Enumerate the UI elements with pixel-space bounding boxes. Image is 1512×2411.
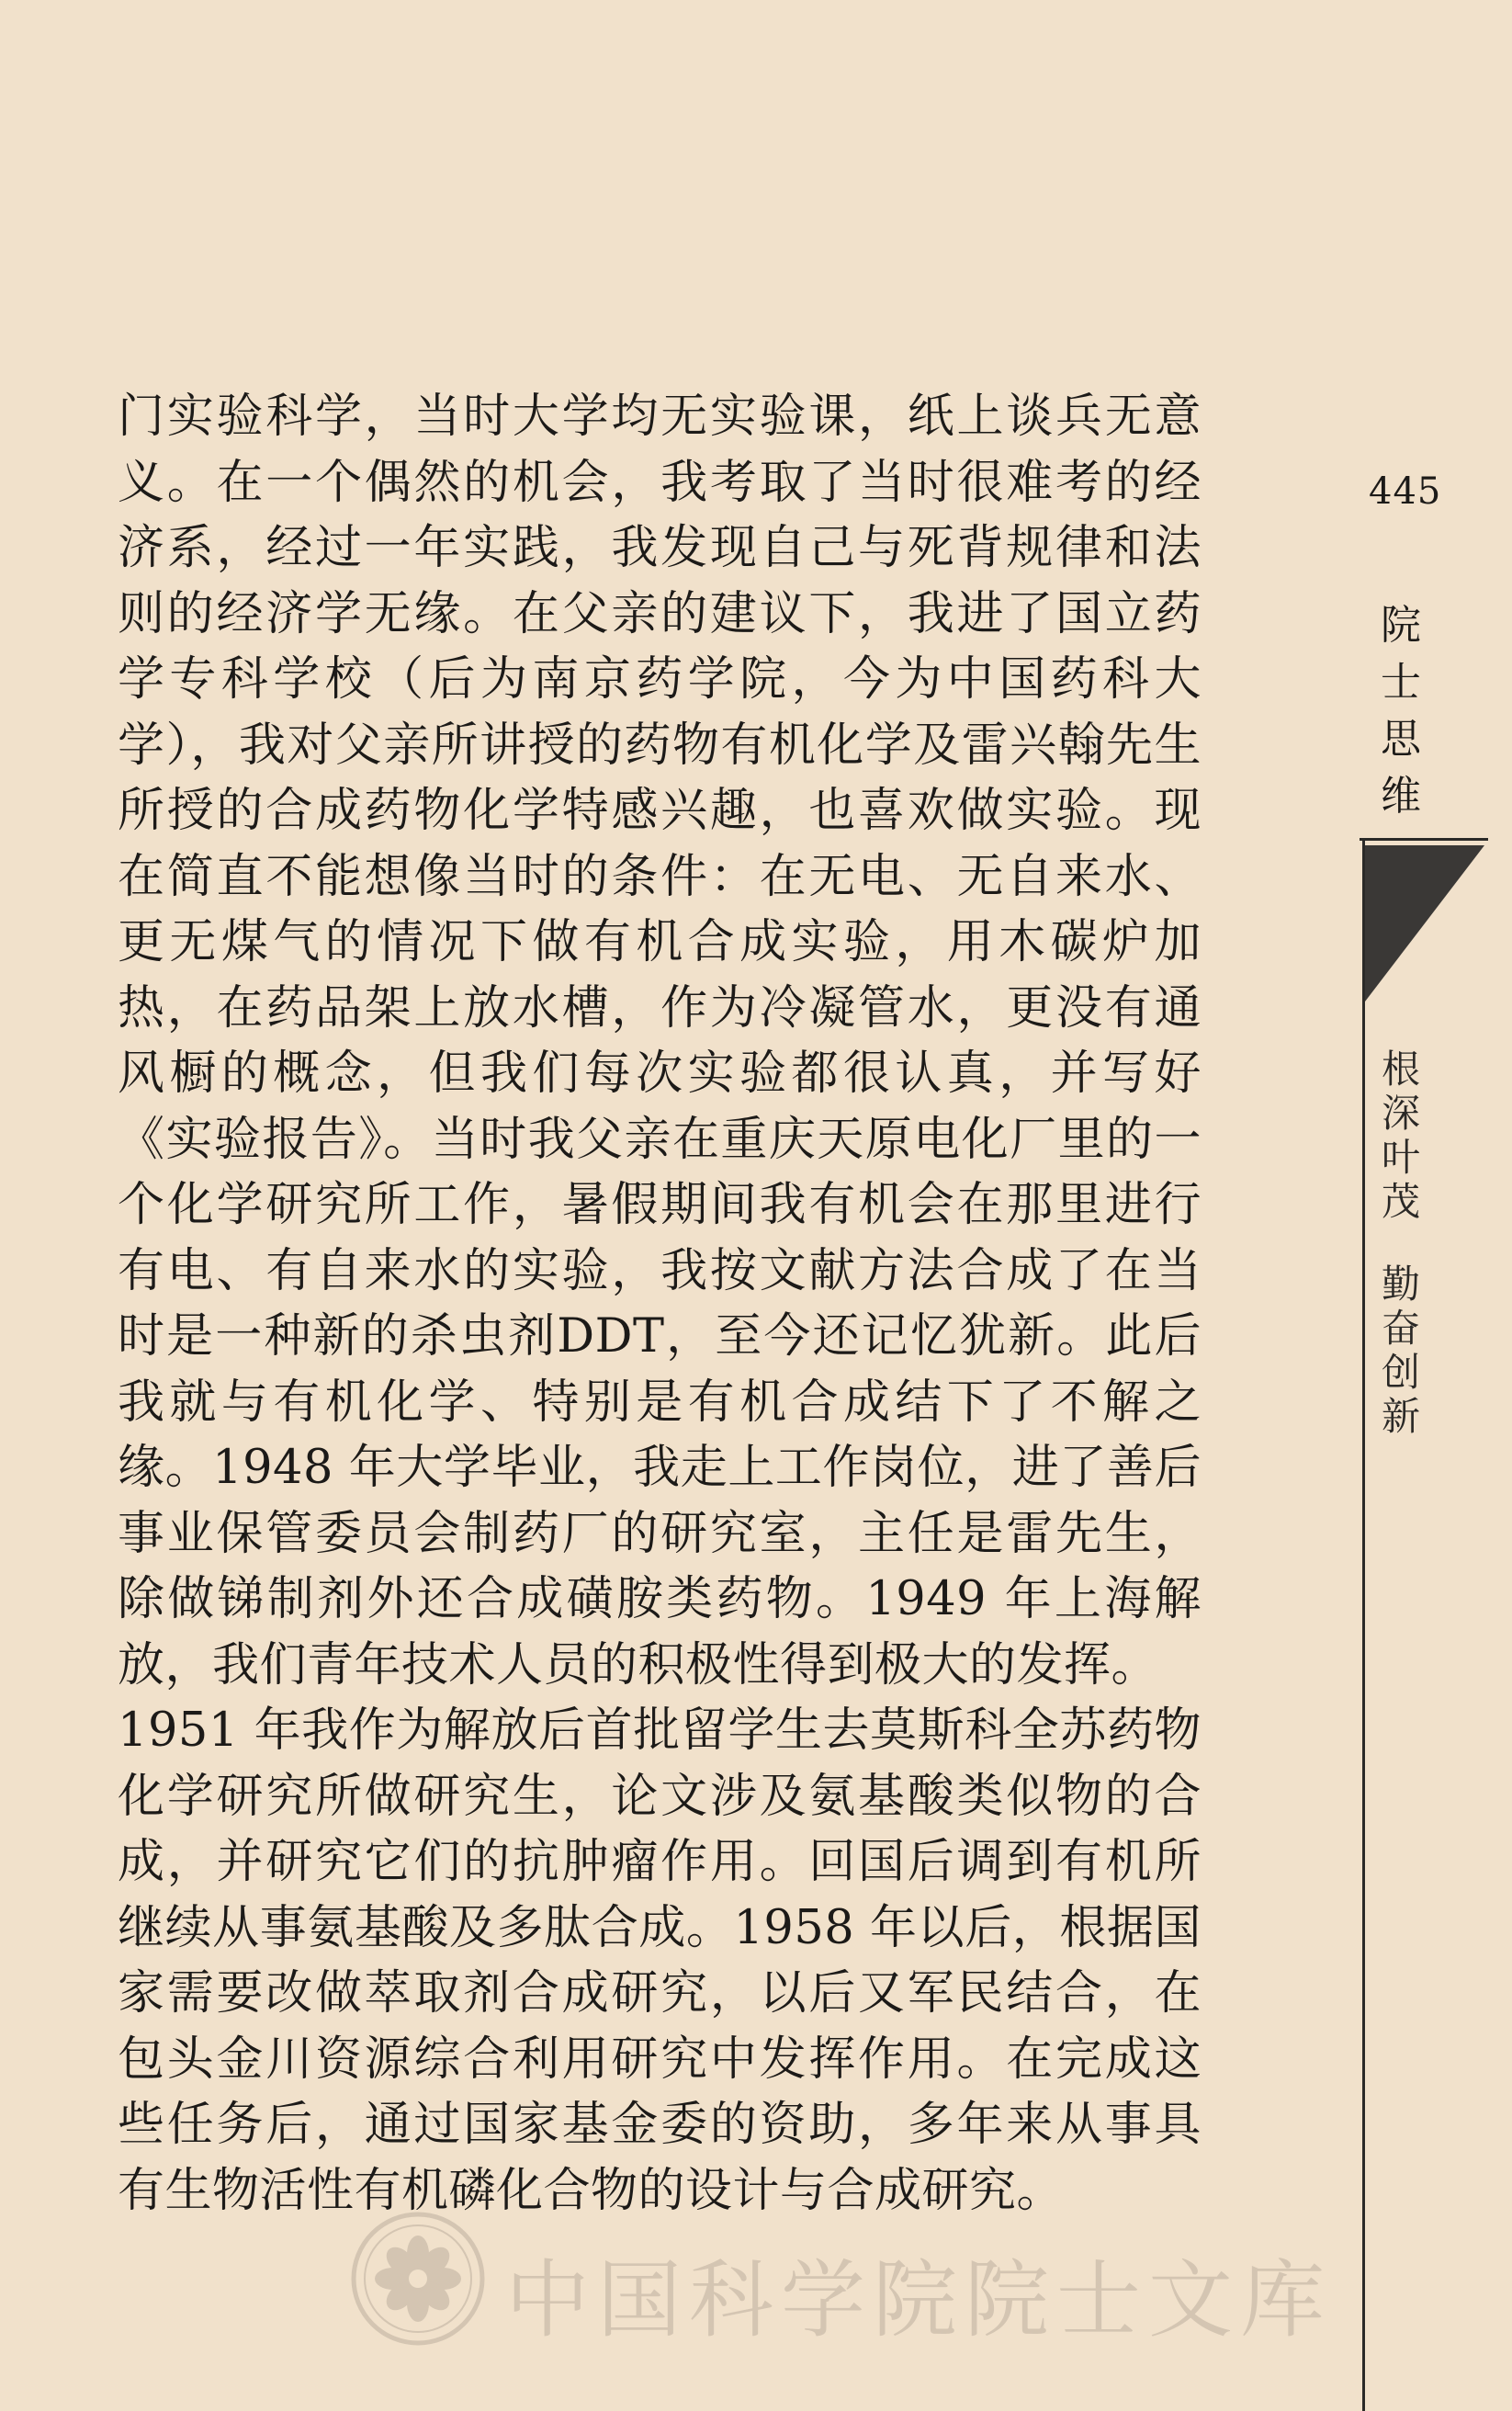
sidebar-triangle-icon: [1365, 845, 1484, 1002]
section-title-char: 勤: [1381, 1262, 1420, 1307]
section-title-char: 新: [1381, 1394, 1420, 1439]
section-title-char: 深: [1381, 1091, 1420, 1136]
watermark: [331, 2201, 1333, 2384]
section-title-char: 奋: [1381, 1306, 1420, 1351]
sidebar-vertical-rule: [1362, 838, 1365, 2411]
series-title-char: 思: [1381, 716, 1421, 763]
section-title-char: 叶: [1381, 1135, 1420, 1180]
body-text: [118, 384, 1202, 2224]
series-title-char: 院: [1381, 602, 1421, 649]
section-title-char: 创: [1381, 1350, 1420, 1395]
section-title-char: 根: [1381, 1047, 1420, 1092]
section-title-char: 茂: [1381, 1179, 1420, 1224]
paragraph: 门实验科学，当时大学均无实验课，纸上谈兵无意义。在一个偶然的机会，我考取了当时很难考的经济系，经过一年实践，我发现自己与死背规律和法则的经济学无缘。在父亲的建议下，我进了国立药学专科学校（后为南京药学院，今为中国药科大学），我对父亲所讲授的药物有机化学及雷兴翰先生所授的合成药物化学特感兴趣，也喜欢做实验。现在简直不能想像当时的条件：在无电、无自来水、更无煤气的情况下做有机合成实验，用木碳炉加热，在药品架上放水槽，作为冷凝管水，更没有通风橱的概念，但我们每次实验都很认真，并写好《实验报告》。当时我父亲在重庆天原电化厂里的一个化学研究所工作，暑假期间我有机会在那里进行有电、有自来水的实验，我按文献方法合成了在当时是一种新的杀虫剂DDT，至今还记忆犹新。此后我就与有机化学、特别是有机合成结下了不解之缘。1948 年大学毕业，我走上工作岗位，进了善后事业保管委员会制药厂的研究室，主任是雷先生，除做锑制剂外还合成磺胺类药物。1949 年上海解放，我们青年技术人员的积极性得到极大的发挥。: [118, 390, 1202, 1692]
watermark-text: 中国科学院院士文库: [505, 2251, 1333, 2349]
section-title: [1378, 1047, 1424, 1439]
series-title: [1378, 597, 1424, 825]
series-title-char: 士: [1381, 659, 1421, 706]
series-title-char: 维: [1381, 773, 1421, 820]
section-title-gap: [1378, 1224, 1424, 1262]
paragraph: 1951 年我作为解放后首批留学生去莫斯科全苏药物化学研究所做研究生，论文涉及氨基酸类似物的合成，并研究它们的抗肿瘤作用。回国后调到有机所继续从事氨基酸及多肽合成。1958 年以后，根据国家需要改做萃取剂合成研究，以后又军民结合，在包头金川资源综合利用研究中发挥作用。在完成这些任务后，通过国家基金委的资助，多年来从事具有生物活性有机磷化合物的设计与合成研究。: [118, 1704, 1202, 2218]
cas-academician-flower-logo-icon: [349, 2210, 487, 2348]
page-number: 445: [1369, 470, 1442, 513]
sidebar-top-rule: [1360, 838, 1488, 841]
